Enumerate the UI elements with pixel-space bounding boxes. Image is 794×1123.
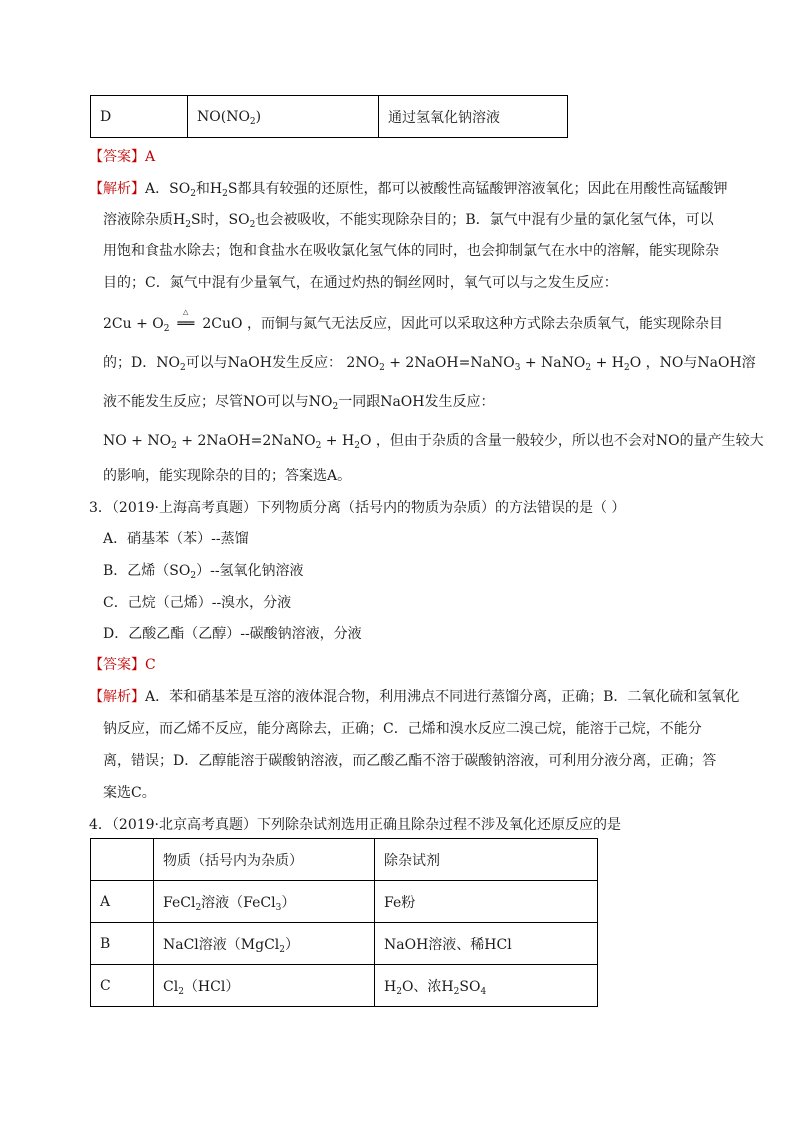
table-cell: 通过氢氧化钠溶液: [379, 96, 568, 138]
analysis-line: 的影响，能实现除杂的目的；答案选A。: [103, 468, 352, 484]
analysis-line: 的；D．$NO_2$可以与NaOH发生反应： $2NO_2$ + 2NaOH=NaNO$_3$ + NaNO$_2$ + $H_2O$ ，NO与NaOH溶: [103, 355, 756, 373]
option-b: B．乙烯$(SO_2)--$氢氧化钠溶液: [103, 563, 304, 581]
table-cell: NaOH溶液、稀HCl: [375, 923, 598, 965]
option-d: D．乙酸乙酯（乙醇）--碳酸钠溶液，分液: [103, 626, 362, 642]
analysis-line: 目的；C．氮气中混有少量氧气，在通过灼热的铜丝网时，氧气可以与之发生反应：: [103, 275, 618, 291]
equation-copper-oxygen: $2Cu + O_2$ △ ══ 2CuO: [103, 308, 243, 334]
analysis-line: 溶液除杂质$H_2S$时，$SO_2$也会被吸收，不能实现除杂目的；B．氯气中混有少量的氯化氢气体，可以: [103, 212, 714, 230]
impurity-table-continued: [90, 95, 568, 138]
analysis-line: 离，错误；D．乙醇能溶于碳酸钠溶液，而乙酸乙酯不溶于碳酸钠溶液，可利用分液分离，正确；答: [103, 753, 717, 769]
table-header-cell: 除杂试剂: [375, 839, 598, 881]
analysis-line: 液不能发生反应；尽管NO可以与$NO_2$一同跟NaOH发生反应：: [103, 394, 495, 412]
answer-label: 【答案】: [89, 149, 145, 165]
table-cell: D: [91, 96, 188, 138]
equation-no-no2-naoh: NO + $NO_2$ + 2NaOH=2NaNO$_2$ + $H_2O$: [103, 433, 372, 451]
table-cell: C: [91, 965, 154, 1007]
table-cell: $Cl_2(HCl)$: [154, 965, 375, 1007]
option-c: C．己烷（己烯）--溴水，分液: [103, 595, 292, 611]
answer-value: A: [145, 149, 156, 165]
equation-no2-naoh: $2NO_2$ + 2NaOH=NaNO$_3$ + NaNO$_2$ + $H_2O$: [346, 355, 642, 373]
table-cell: B: [91, 923, 154, 965]
table-cell: NaCl溶液（MgCl$_2$）: [154, 923, 375, 965]
table-cell: $H_2O$、浓$H_2SO_4$: [375, 965, 598, 1007]
analysis-label: 【解析】: [89, 689, 145, 705]
analysis-line: 用饱和食盐水除去；饱和食盐水在吸收氯化氢气体的同时，也会抑制氯气在水中的溶解，能实现除杂: [103, 243, 719, 259]
answer-line: [89, 654, 156, 674]
table-row: [91, 923, 598, 965]
table-cell: A: [91, 881, 154, 923]
analysis-line: 案选C。: [103, 785, 156, 801]
analysis-line: 【解析】A．苯和硝基苯是互溶的液体混合物，利用沸点不同进行蒸馏分离，正确；B．二氧化硫和氢氧化: [89, 689, 740, 705]
question-3-stem: 3．（2019·上海高考真题）下列物质分离（括号内的物质为杂质）的方法错误的是（ ）: [89, 500, 626, 516]
table-row: [91, 965, 598, 1007]
question-4-stem: 4．（2019·北京高考真题）下列除杂试剂选用正确且除杂过程不涉及氧化还原反应的是: [89, 817, 621, 833]
table-header-row: [91, 839, 598, 881]
answer-label: 【答案】: [89, 657, 145, 673]
table-cell: FeCl$_2$溶液（FeCl$_3$）: [154, 881, 375, 923]
option-a: A．硝基苯（苯）--蒸馏: [103, 531, 249, 547]
analysis-line: 【解析】A．$SO_2$和$H_2S$都具有较强的还原性，都可以被酸性高锰酸钾溶液氧化；因此在用酸性高锰酸钾: [89, 181, 728, 199]
table-header-cell: [91, 839, 154, 881]
table-header-cell: 物质（括号内为杂质）: [154, 839, 375, 881]
analysis-line: NO + $NO_2$ + 2NaOH=2NaNO$_2$ + $H_2O$ ，但由于杂质的含量一般较少，所以也不会对NO的量产生较大: [103, 433, 764, 451]
table-row: [91, 881, 598, 923]
analysis-label: 【解析】: [89, 181, 145, 197]
analysis-line: $2Cu + O_2$ △ ══ 2CuO ，而铜与氮气无法反应，因此可以采取这种方式除去杂质氧气，能实现除杂目: [103, 308, 723, 334]
reagent-table: [90, 838, 598, 1007]
answer-line: [89, 146, 155, 166]
table-row: [91, 96, 568, 138]
table-cell: Fe粉: [375, 881, 598, 923]
answer-value: C: [145, 657, 156, 673]
analysis-line: 钠反应，而乙烯不反应，能分离除去，正确；C．己烯和溴水反应二溴己烷，能溶于己烷，不能分: [103, 721, 702, 737]
table-cell: $NO(NO_2)$: [188, 96, 379, 138]
